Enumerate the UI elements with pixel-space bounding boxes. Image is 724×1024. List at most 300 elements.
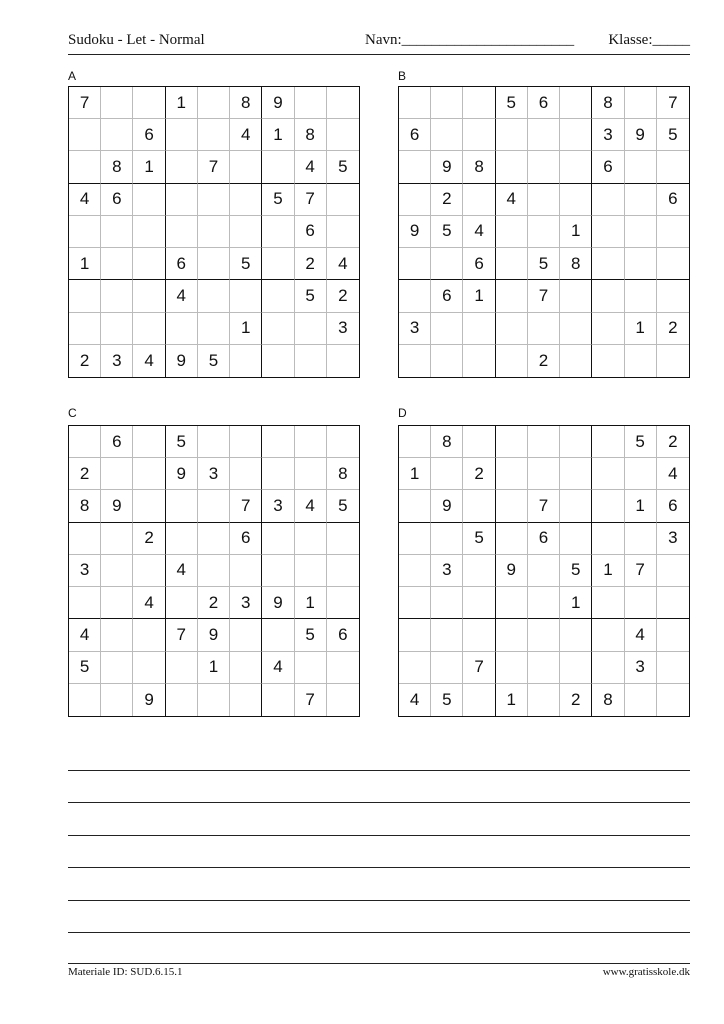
sudoku-cell: 7 <box>230 490 262 522</box>
sudoku-cell <box>625 184 657 216</box>
sudoku-cell: 6 <box>166 248 198 280</box>
sudoku-cell: 8 <box>69 490 101 522</box>
sudoku-cell: 4 <box>69 184 101 216</box>
sudoku-cell: 1 <box>230 313 262 345</box>
sudoku-cell <box>496 619 528 651</box>
sudoku-cell <box>399 652 431 684</box>
sudoku-cell <box>101 458 133 490</box>
sudoku-cell <box>262 280 294 312</box>
sudoku-cell <box>133 248 165 280</box>
sudoku-cell <box>198 248 230 280</box>
sudoku-cell <box>560 490 592 522</box>
sudoku-cell: 3 <box>399 313 431 345</box>
sudoku-cell: 8 <box>592 87 624 119</box>
sudoku-cell: 3 <box>327 313 359 345</box>
sudoku-cell: 2 <box>431 184 463 216</box>
sudoku-cell: 6 <box>528 523 560 555</box>
puzzle-c-label: C <box>68 406 77 420</box>
sudoku-cell: 5 <box>327 151 359 183</box>
sudoku-cell <box>560 523 592 555</box>
sudoku-cell: 4 <box>166 280 198 312</box>
sudoku-cell <box>657 652 689 684</box>
sudoku-cell <box>496 248 528 280</box>
sudoku-cell: 1 <box>496 684 528 716</box>
sudoku-cell <box>463 87 495 119</box>
sudoku-cell: 2 <box>463 458 495 490</box>
sudoku-cell <box>230 652 262 684</box>
sudoku-cell <box>327 523 359 555</box>
name-field-label: Navn:_______________________ <box>365 32 575 48</box>
sudoku-cell <box>625 458 657 490</box>
sudoku-cell <box>327 684 359 716</box>
sudoku-cell <box>463 490 495 522</box>
sudoku-cell <box>657 345 689 377</box>
sudoku-cell <box>399 184 431 216</box>
sudoku-cell <box>101 684 133 716</box>
sudoku-cell: 4 <box>262 652 294 684</box>
sudoku-cell <box>230 458 262 490</box>
sudoku-cell <box>133 87 165 119</box>
writing-line <box>68 932 690 933</box>
sudoku-cell <box>560 426 592 458</box>
sudoku-cell <box>262 426 294 458</box>
sudoku-cell: 3 <box>69 555 101 587</box>
sudoku-cell: 4 <box>327 248 359 280</box>
sudoku-cell <box>198 684 230 716</box>
sudoku-cell <box>528 652 560 684</box>
sudoku-cell <box>262 313 294 345</box>
website-url: www.gratisskole.dk <box>602 966 690 978</box>
sudoku-cell <box>295 458 327 490</box>
sudoku-cell <box>592 280 624 312</box>
sudoku-cell: 5 <box>625 426 657 458</box>
sudoku-cell: 8 <box>463 151 495 183</box>
sudoku-cell <box>431 523 463 555</box>
sudoku-cell <box>198 184 230 216</box>
sudoku-cell <box>69 313 101 345</box>
sudoku-cell <box>560 280 592 312</box>
sudoku-cell: 5 <box>560 555 592 587</box>
sudoku-cell <box>230 280 262 312</box>
sudoku-cell <box>101 587 133 619</box>
sudoku-cell <box>657 587 689 619</box>
sudoku-cell: 8 <box>327 458 359 490</box>
sudoku-cell <box>295 87 327 119</box>
sudoku-cell: 4 <box>399 684 431 716</box>
sudoku-cell: 7 <box>166 619 198 651</box>
sudoku-cell <box>496 345 528 377</box>
sudoku-cell <box>166 119 198 151</box>
sudoku-cell: 4 <box>230 119 262 151</box>
sudoku-cell: 3 <box>592 119 624 151</box>
sudoku-cell: 9 <box>625 119 657 151</box>
sudoku-cell <box>431 587 463 619</box>
sudoku-cell: 1 <box>463 280 495 312</box>
sudoku-cell: 6 <box>101 426 133 458</box>
sudoku-cell <box>295 555 327 587</box>
sudoku-cell <box>399 248 431 280</box>
sudoku-cell <box>133 490 165 522</box>
sudoku-cell <box>560 184 592 216</box>
sudoku-cell: 9 <box>198 619 230 651</box>
sudoku-cell <box>399 587 431 619</box>
sudoku-cell <box>592 490 624 522</box>
sudoku-cell: 6 <box>295 216 327 248</box>
sudoku-cell <box>262 523 294 555</box>
sudoku-cell: 6 <box>399 119 431 151</box>
sudoku-cell: 4 <box>496 184 528 216</box>
sudoku-cell <box>327 555 359 587</box>
sudoku-cell: 6 <box>101 184 133 216</box>
sudoku-cell: 7 <box>463 652 495 684</box>
sudoku-cell: 9 <box>262 587 294 619</box>
sudoku-cell <box>166 184 198 216</box>
sudoku-cell <box>592 652 624 684</box>
sudoku-cell: 5 <box>657 119 689 151</box>
sudoku-cell: 9 <box>166 345 198 377</box>
sudoku-cell: 6 <box>133 119 165 151</box>
sudoku-cell <box>101 313 133 345</box>
sudoku-cell <box>327 345 359 377</box>
sudoku-cell <box>133 652 165 684</box>
sudoku-cell <box>230 151 262 183</box>
sudoku-cell <box>399 151 431 183</box>
sudoku-cell: 4 <box>625 619 657 651</box>
sudoku-cell: 3 <box>262 490 294 522</box>
sudoku-cell: 9 <box>166 458 198 490</box>
sudoku-cell <box>657 555 689 587</box>
writing-line <box>68 770 690 771</box>
sudoku-cell <box>625 684 657 716</box>
sudoku-cell: 6 <box>657 490 689 522</box>
sudoku-grid-c <box>68 425 360 717</box>
sudoku-cell: 4 <box>295 151 327 183</box>
sudoku-cell <box>198 426 230 458</box>
sudoku-cell <box>528 555 560 587</box>
sudoku-cell <box>101 280 133 312</box>
sudoku-cell <box>327 652 359 684</box>
sudoku-cell <box>133 280 165 312</box>
sudoku-cell: 3 <box>625 652 657 684</box>
sudoku-cell <box>101 652 133 684</box>
sudoku-cell <box>496 426 528 458</box>
sudoku-cell <box>262 619 294 651</box>
sudoku-cell: 4 <box>166 555 198 587</box>
sudoku-cell <box>101 119 133 151</box>
sudoku-cell: 1 <box>625 313 657 345</box>
sudoku-cell: 2 <box>69 345 101 377</box>
sudoku-cell <box>327 216 359 248</box>
sudoku-cell: 2 <box>327 280 359 312</box>
sudoku-cell <box>528 151 560 183</box>
sudoku-cell: 5 <box>528 248 560 280</box>
sudoku-cell <box>496 216 528 248</box>
sudoku-cell: 8 <box>431 426 463 458</box>
sudoku-cell <box>230 184 262 216</box>
sudoku-cell <box>560 652 592 684</box>
sudoku-cell: 4 <box>657 458 689 490</box>
sudoku-cell <box>101 248 133 280</box>
sudoku-cell: 2 <box>295 248 327 280</box>
sudoku-cell <box>69 684 101 716</box>
sudoku-cell <box>295 345 327 377</box>
sudoku-cell <box>262 555 294 587</box>
sudoku-cell: 5 <box>230 248 262 280</box>
sudoku-cell <box>431 652 463 684</box>
sudoku-cell <box>295 426 327 458</box>
sudoku-cell: 3 <box>431 555 463 587</box>
sudoku-cell <box>625 280 657 312</box>
sudoku-cell <box>166 490 198 522</box>
sudoku-cell <box>198 555 230 587</box>
sudoku-cell <box>399 490 431 522</box>
sudoku-cell: 3 <box>198 458 230 490</box>
writing-line <box>68 900 690 901</box>
sudoku-cell <box>528 119 560 151</box>
sudoku-cell <box>166 523 198 555</box>
sudoku-cell <box>327 184 359 216</box>
sudoku-cell <box>592 216 624 248</box>
sudoku-cell <box>560 119 592 151</box>
sudoku-cell <box>528 313 560 345</box>
sudoku-cell <box>431 345 463 377</box>
page-header <box>68 32 690 52</box>
sudoku-cell <box>625 587 657 619</box>
sudoku-cell: 4 <box>295 490 327 522</box>
writing-line <box>68 867 690 868</box>
sudoku-cell <box>625 345 657 377</box>
sudoku-cell <box>133 184 165 216</box>
footer-rule <box>68 963 690 964</box>
sudoku-cell <box>69 280 101 312</box>
sudoku-cell: 5 <box>166 426 198 458</box>
sudoku-cell <box>327 587 359 619</box>
sudoku-cell <box>230 684 262 716</box>
sudoku-cell: 2 <box>133 523 165 555</box>
sudoku-cell <box>431 458 463 490</box>
sudoku-cell: 3 <box>230 587 262 619</box>
sudoku-cell <box>496 458 528 490</box>
material-id: Materiale ID: SUD.6.15.1 <box>68 966 183 978</box>
sudoku-cell: 7 <box>295 684 327 716</box>
sudoku-cell <box>431 87 463 119</box>
sudoku-cell <box>69 151 101 183</box>
sudoku-cell <box>295 523 327 555</box>
sudoku-cell: 5 <box>295 619 327 651</box>
sudoku-cell <box>133 458 165 490</box>
sudoku-cell <box>69 426 101 458</box>
sudoku-cell: 2 <box>657 313 689 345</box>
sudoku-cell <box>133 555 165 587</box>
sudoku-cell: 2 <box>560 684 592 716</box>
sudoku-cell <box>399 619 431 651</box>
sudoku-cell <box>101 216 133 248</box>
sudoku-cell: 8 <box>230 87 262 119</box>
sudoku-cell: 5 <box>431 216 463 248</box>
puzzle-d-label: D <box>398 406 407 420</box>
sudoku-cell <box>431 119 463 151</box>
sudoku-cell: 9 <box>399 216 431 248</box>
sudoku-cell <box>528 184 560 216</box>
sudoku-cell <box>198 216 230 248</box>
sudoku-cell: 1 <box>295 587 327 619</box>
sudoku-cell <box>295 313 327 345</box>
sudoku-cell <box>133 313 165 345</box>
sudoku-cell <box>496 587 528 619</box>
sudoku-cell <box>496 119 528 151</box>
sudoku-cell <box>399 280 431 312</box>
sudoku-cell: 6 <box>431 280 463 312</box>
sudoku-cell: 7 <box>528 280 560 312</box>
sudoku-cell: 2 <box>198 587 230 619</box>
sudoku-cell: 1 <box>625 490 657 522</box>
sudoku-cell: 6 <box>230 523 262 555</box>
sudoku-cell <box>101 555 133 587</box>
sudoku-cell <box>528 684 560 716</box>
sudoku-cell <box>592 458 624 490</box>
sudoku-cell <box>625 87 657 119</box>
sudoku-cell <box>166 652 198 684</box>
sudoku-cell <box>463 426 495 458</box>
sudoku-cell <box>230 345 262 377</box>
sudoku-cell <box>592 313 624 345</box>
puzzle-a-label: A <box>68 69 77 83</box>
sudoku-cell <box>327 426 359 458</box>
worksheet-title: Sudoku - Let - Normal <box>68 32 205 48</box>
sudoku-cell: 5 <box>262 184 294 216</box>
writing-line <box>68 802 690 803</box>
sudoku-cell: 9 <box>133 684 165 716</box>
sudoku-cell <box>133 426 165 458</box>
sudoku-cell <box>528 587 560 619</box>
sudoku-cell <box>560 87 592 119</box>
sudoku-cell <box>198 87 230 119</box>
sudoku-cell <box>431 619 463 651</box>
sudoku-cell <box>166 587 198 619</box>
sudoku-cell: 3 <box>657 523 689 555</box>
sudoku-cell: 9 <box>101 490 133 522</box>
sudoku-cell <box>230 619 262 651</box>
sudoku-grid-b <box>398 86 690 378</box>
sudoku-cell <box>463 184 495 216</box>
sudoku-cell: 6 <box>657 184 689 216</box>
sudoku-cell <box>166 313 198 345</box>
sudoku-cell <box>496 151 528 183</box>
sudoku-grid-a <box>68 86 360 378</box>
sudoku-cell: 8 <box>592 684 624 716</box>
sudoku-cell: 6 <box>463 248 495 280</box>
sudoku-cell: 8 <box>295 119 327 151</box>
sudoku-cell <box>399 523 431 555</box>
sudoku-cell <box>657 248 689 280</box>
sudoku-cell: 9 <box>431 151 463 183</box>
sudoku-cell <box>560 458 592 490</box>
sudoku-cell <box>101 87 133 119</box>
sudoku-cell <box>166 216 198 248</box>
sudoku-cell <box>592 619 624 651</box>
sudoku-cell <box>657 151 689 183</box>
sudoku-cell <box>262 248 294 280</box>
sudoku-cell: 3 <box>101 345 133 377</box>
sudoku-cell <box>560 151 592 183</box>
sudoku-cell: 7 <box>625 555 657 587</box>
sudoku-cell <box>657 280 689 312</box>
sudoku-cell <box>69 587 101 619</box>
sudoku-cell <box>528 216 560 248</box>
sudoku-cell <box>592 345 624 377</box>
sudoku-cell <box>560 619 592 651</box>
sudoku-cell <box>399 426 431 458</box>
sudoku-cell: 1 <box>198 652 230 684</box>
sudoku-cell <box>463 345 495 377</box>
sudoku-cell: 5 <box>463 523 495 555</box>
sudoku-cell <box>528 458 560 490</box>
sudoku-cell <box>198 490 230 522</box>
sudoku-cell <box>262 345 294 377</box>
sudoku-cell <box>262 151 294 183</box>
sudoku-cell: 1 <box>560 587 592 619</box>
sudoku-cell <box>166 151 198 183</box>
sudoku-cell <box>262 458 294 490</box>
sudoku-cell: 5 <box>496 87 528 119</box>
sudoku-cell <box>528 426 560 458</box>
sudoku-cell <box>262 216 294 248</box>
sudoku-cell: 4 <box>69 619 101 651</box>
sudoku-cell <box>198 523 230 555</box>
sudoku-cell <box>592 184 624 216</box>
sudoku-cell <box>295 652 327 684</box>
sudoku-cell <box>431 313 463 345</box>
sudoku-cell: 7 <box>69 87 101 119</box>
sudoku-cell <box>463 313 495 345</box>
sudoku-cell <box>560 313 592 345</box>
sudoku-cell: 7 <box>295 184 327 216</box>
sudoku-cell: 7 <box>198 151 230 183</box>
sudoku-cell <box>399 87 431 119</box>
sudoku-cell <box>230 216 262 248</box>
sudoku-cell <box>496 652 528 684</box>
sudoku-cell <box>496 313 528 345</box>
sudoku-cell <box>625 248 657 280</box>
sudoku-cell <box>230 426 262 458</box>
sudoku-cell <box>399 555 431 587</box>
sudoku-cell <box>166 684 198 716</box>
sudoku-cell: 6 <box>592 151 624 183</box>
sudoku-cell: 7 <box>657 87 689 119</box>
sudoku-cell: 9 <box>262 87 294 119</box>
sudoku-cell: 5 <box>431 684 463 716</box>
sudoku-cell: 1 <box>69 248 101 280</box>
puzzle-b-label: B <box>398 69 407 83</box>
writing-line <box>68 835 690 836</box>
sudoku-cell <box>463 684 495 716</box>
sudoku-cell <box>69 119 101 151</box>
sudoku-cell: 4 <box>133 345 165 377</box>
sudoku-cell <box>69 523 101 555</box>
sudoku-cell <box>198 313 230 345</box>
sudoku-cell <box>133 619 165 651</box>
sudoku-cell <box>625 523 657 555</box>
sudoku-cell <box>592 426 624 458</box>
sudoku-cell <box>496 280 528 312</box>
sudoku-cell: 2 <box>528 345 560 377</box>
sudoku-cell <box>463 555 495 587</box>
sudoku-cell <box>657 684 689 716</box>
sudoku-cell <box>463 119 495 151</box>
sudoku-cell: 5 <box>69 652 101 684</box>
sudoku-cell <box>327 119 359 151</box>
sudoku-cell <box>657 619 689 651</box>
